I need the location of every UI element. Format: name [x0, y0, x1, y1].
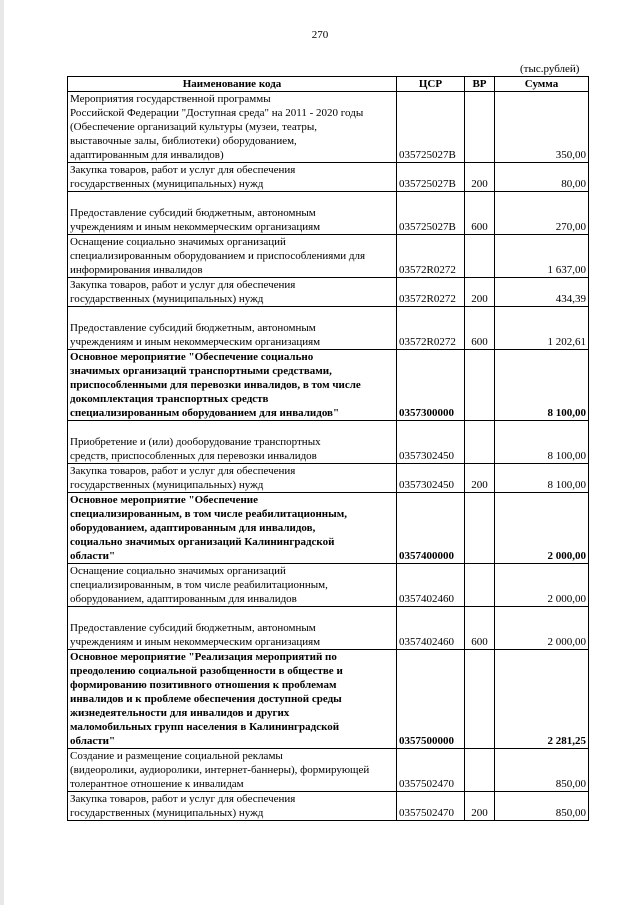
row-sum: 1 637,00	[495, 235, 589, 278]
row-vr	[465, 564, 495, 607]
row-vr	[465, 350, 495, 421]
row-csr: 03572R0272	[397, 307, 465, 350]
row-sum: 350,00	[495, 92, 589, 163]
row-sum: 850,00	[495, 749, 589, 792]
header-sum: Сумма	[495, 77, 589, 92]
table-row	[68, 307, 589, 350]
row-csr: 03572R0272	[397, 278, 465, 307]
row-vr	[465, 421, 495, 464]
row-vr: 600	[465, 192, 495, 235]
row-sum: 2 000,00	[495, 493, 589, 564]
row-csr: 0357302450	[397, 421, 465, 464]
row-sum: 1 202,61	[495, 307, 589, 350]
row-name: Закупка товаров, работ и услуг для обеспечения государственных (муниципальных) нужд	[68, 792, 397, 821]
table-row	[68, 350, 589, 421]
row-name: Предоставление субсидий бюджетным, автономным учреждениям и иным некоммерческим организациям	[68, 192, 397, 235]
row-sum: 270,00	[495, 192, 589, 235]
row-name: Создание и размещение социальной рекламы (видеоролики, аудиоролики, интернет-баннеры), формирующей толерантное отношение к инвалидам	[68, 749, 397, 792]
row-vr: 200	[465, 163, 495, 192]
row-sum: 850,00	[495, 792, 589, 821]
table-row	[68, 607, 589, 650]
scan-edge	[0, 0, 4, 905]
row-csr: 035725027В	[397, 163, 465, 192]
table-row	[68, 650, 589, 749]
row-name: Закупка товаров, работ и услуг для обеспечения государственных (муниципальных) нужд	[68, 163, 397, 192]
budget-table	[67, 76, 589, 821]
row-vr: 600	[465, 607, 495, 650]
row-csr: 03572R0272	[397, 235, 465, 278]
row-vr: 600	[465, 307, 495, 350]
row-csr: 0357502470	[397, 792, 465, 821]
row-name: Закупка товаров, работ и услуг для обеспечения государственных (муниципальных) нужд	[68, 278, 397, 307]
row-csr: 0357300000	[397, 350, 465, 421]
table-row	[68, 278, 589, 307]
row-sum: 8 100,00	[495, 350, 589, 421]
row-csr: 035725027В	[397, 192, 465, 235]
row-name: Мероприятия государственной программы Российской Федерации "Доступная среда" на 2011 - 2020 годы (Обеспечение организаций культуры (музеи, театры, выставочные залы, библиотеки) оборудованием, адаптированным для инвалидов)	[68, 92, 397, 163]
row-sum: 2 000,00	[495, 607, 589, 650]
row-name: Основное мероприятие "Обеспечение специализированным, в том числе реабилитационным, оборудованием, адаптированным для инвалидов, социально значимых организаций Калининградской области"	[68, 493, 397, 564]
row-sum: 434,39	[495, 278, 589, 307]
table-body	[68, 92, 589, 821]
table-header-row	[68, 77, 589, 92]
row-name: Оснащение социально значимых организаций специализированным оборудованием и приспособлениями для информирования инвалидов	[68, 235, 397, 278]
row-csr: 0357502470	[397, 749, 465, 792]
table-row	[68, 749, 589, 792]
header-vr: ВР	[465, 77, 495, 92]
table-row	[68, 235, 589, 278]
row-csr: 035725027В	[397, 92, 465, 163]
table-row	[68, 564, 589, 607]
row-vr: 200	[465, 278, 495, 307]
row-vr	[465, 493, 495, 564]
row-name: Предоставление субсидий бюджетным, автономным учреждениям и иным некоммерческим организациям	[68, 607, 397, 650]
row-csr: 0357400000	[397, 493, 465, 564]
table-row	[68, 493, 589, 564]
unit-note: (тыс.рублей)	[520, 63, 580, 75]
row-vr	[465, 749, 495, 792]
row-csr: 0357500000	[397, 650, 465, 749]
table-row	[68, 792, 589, 821]
header-name: Наименование кода	[68, 77, 397, 92]
table-row	[68, 421, 589, 464]
row-csr: 0357302450	[397, 464, 465, 493]
row-vr: 200	[465, 792, 495, 821]
row-csr: 0357402460	[397, 607, 465, 650]
table-row	[68, 92, 589, 163]
page-number: 270	[311, 29, 329, 41]
row-sum: 2 281,25	[495, 650, 589, 749]
row-csr: 0357402460	[397, 564, 465, 607]
row-vr	[465, 235, 495, 278]
row-name: Закупка товаров, работ и услуг для обеспечения государственных (муниципальных) нужд	[68, 464, 397, 493]
row-sum: 8 100,00	[495, 464, 589, 493]
row-sum: 2 000,00	[495, 564, 589, 607]
row-sum: 8 100,00	[495, 421, 589, 464]
header-csr: ЦСР	[397, 77, 465, 92]
row-name: Предоставление субсидий бюджетным, автономным учреждениям и иным некоммерческим организациям	[68, 307, 397, 350]
row-name: Приобретение и (или) дооборудование транспортных средств, приспособленных для перевозки инвалидов	[68, 421, 397, 464]
row-sum: 80,00	[495, 163, 589, 192]
row-name: Основное мероприятие "Обеспечение социально значимых организаций транспортными средствами, приспособленными для перевозки инвалидов, в том числе докомплектация транспортных средств специализированным оборудованием для инвалидов"	[68, 350, 397, 421]
row-name: Основное мероприятие "Реализация мероприятий по преодолению социальной разобщенности в обществе и формированию позитивного отношения к проблемам инвалидов и к проблеме обеспечения доступной среды жизнедеятельности для инвалидов и других маломобильных групп населения в Калининградской области"	[68, 650, 397, 749]
table-row	[68, 464, 589, 493]
row-name: Оснащение социально значимых организаций специализированным, в том числе реабилитационным, оборудованием, адаптированным для инвалидов	[68, 564, 397, 607]
table-row	[68, 163, 589, 192]
table-row	[68, 192, 589, 235]
row-vr	[465, 92, 495, 163]
row-vr	[465, 650, 495, 749]
row-vr: 200	[465, 464, 495, 493]
